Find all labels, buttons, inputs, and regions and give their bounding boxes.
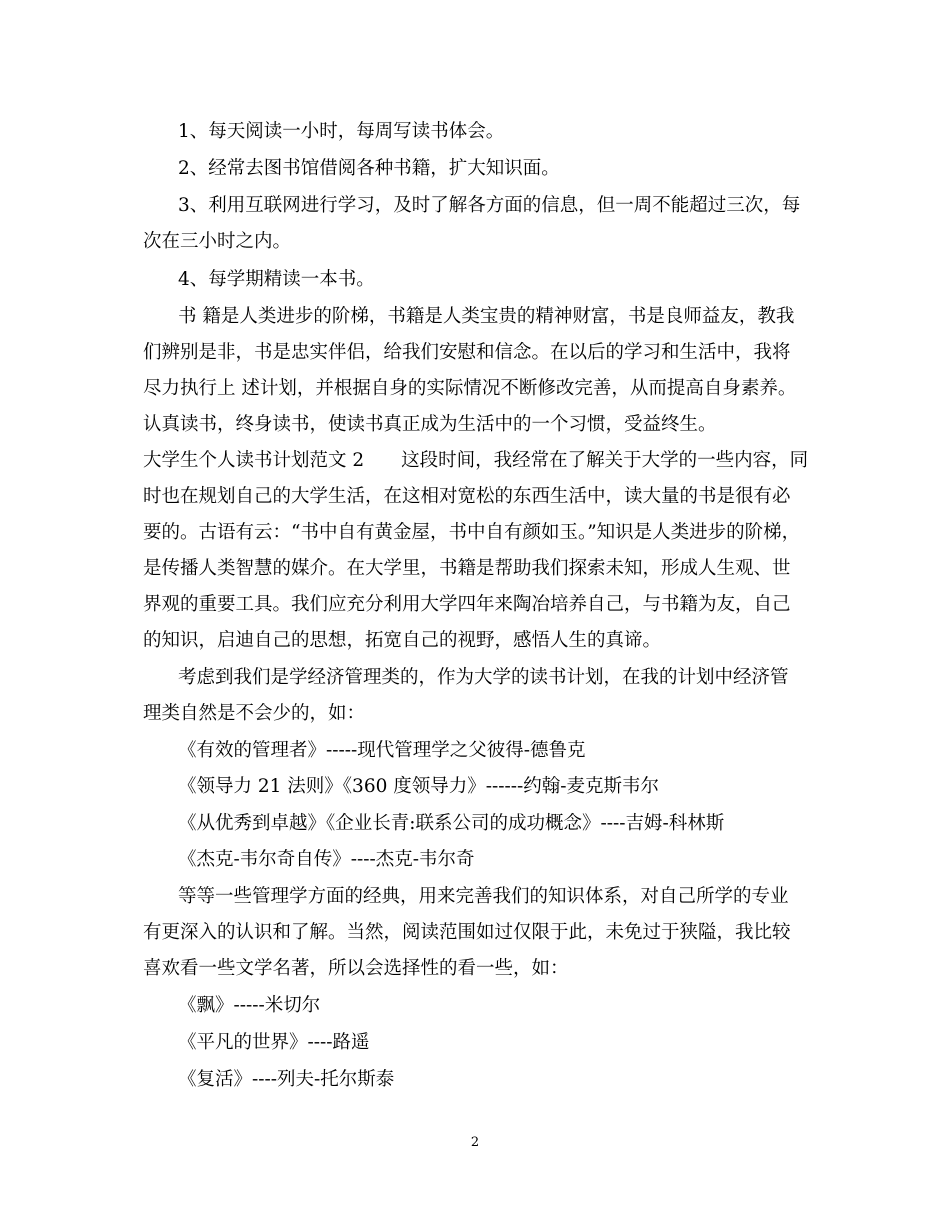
book-list-item: 《从优秀到卓越》《企业长青:联系公司的成功概念》----吉姆-科林斯 <box>178 813 725 834</box>
paragraph-line: 们辨别是非，书是忠实伴侣，给我们安慰和信念。在以后的学习和生活中，我将 <box>143 342 791 363</box>
paragraph-line: 书 籍是人类进步的阶梯，书籍是人类宝贵的精神财富，书是良师益友，教我 <box>178 306 795 327</box>
paragraph-line: 等等一些管理学方面的经典，用来完善我们的知识体系，对自己所学的专业 <box>178 886 789 907</box>
section-heading-line: 大学生个人读书计划范文 2 这段时间，我经常在了解关于大学的一些内容，同 <box>143 450 809 471</box>
paragraph-line: 尽力执行上 述计划，并根据自身的实际情况不断修改完善，从而提高自身素养。 <box>143 378 797 399</box>
book-list-item: 《有效的管理者》-----现代管理学之父彼得-德鲁克 <box>178 740 586 761</box>
paragraph-line: 是传播人类智慧的媒介。在大学里，书籍是帮助我们探索未知，形成人生观、世 <box>143 558 791 579</box>
paragraph-line: 时也在规划自己的大学生活，在这相对宽松的东西生活中，读大量的书是很有必 <box>143 486 791 507</box>
plan-item-2: 2、经常去图书馆借阅各种书籍，扩大知识面。 <box>178 158 560 179</box>
paragraph-line: 有更深入的认识和了解。当然，阅读范围如过仅限于此，未免过于狭隘，我比较 <box>143 922 791 943</box>
paragraph-line: 次在三小时之内。 <box>143 231 292 252</box>
paragraph-line: 理类自然是不会少的，如： <box>143 703 366 724</box>
paragraph-line: 考虑到我们是学经济管理类的，作为大学的读书计划，在我的计划中经济管 <box>178 667 789 688</box>
paragraph-line: 喜欢看一些文学名著，所以会选择性的看一些，如： <box>143 958 569 979</box>
plan-item-1: 1、每天阅读一小时，每周写读书体会。 <box>178 121 505 142</box>
paragraph-line: 认真读书，终身读书，使读书真正成为生活中的一个习惯，受益终生。 <box>143 414 717 435</box>
paragraph-line: 的知识，启迪自己的思想，拓宽自己的视野，感悟人生的真谛。 <box>143 630 662 651</box>
plan-item-4: 4、每学期精读一本书。 <box>178 269 375 290</box>
paragraph-line: 界观的重要工具。我们应充分利用大学四年来陶冶培养自己，与书籍为友，自己 <box>143 594 791 615</box>
book-list-item: 《复活》----列夫-托尔斯泰 <box>178 1069 395 1090</box>
book-list-item: 《杰克-韦尔奇自传》----杰克-韦尔奇 <box>178 849 475 870</box>
book-list-item: 《领导力 21 法则》《360 度领导力》------约翰-麦克斯韦尔 <box>178 776 660 797</box>
book-list-item: 《飘》-----米切尔 <box>178 995 321 1016</box>
paragraph-line: 要的。古语有云：“书中自有黄金屋，书中自有颜如玉。”知识是人类进步的阶梯， <box>143 522 801 543</box>
plan-item-3: 3、利用互联网进行学习，及时了解各方面的信息，但一周不能超过三次，每 <box>178 195 801 216</box>
page-number: 2 <box>470 1135 480 1150</box>
book-list-item: 《平凡的世界》----路遥 <box>178 1032 370 1053</box>
